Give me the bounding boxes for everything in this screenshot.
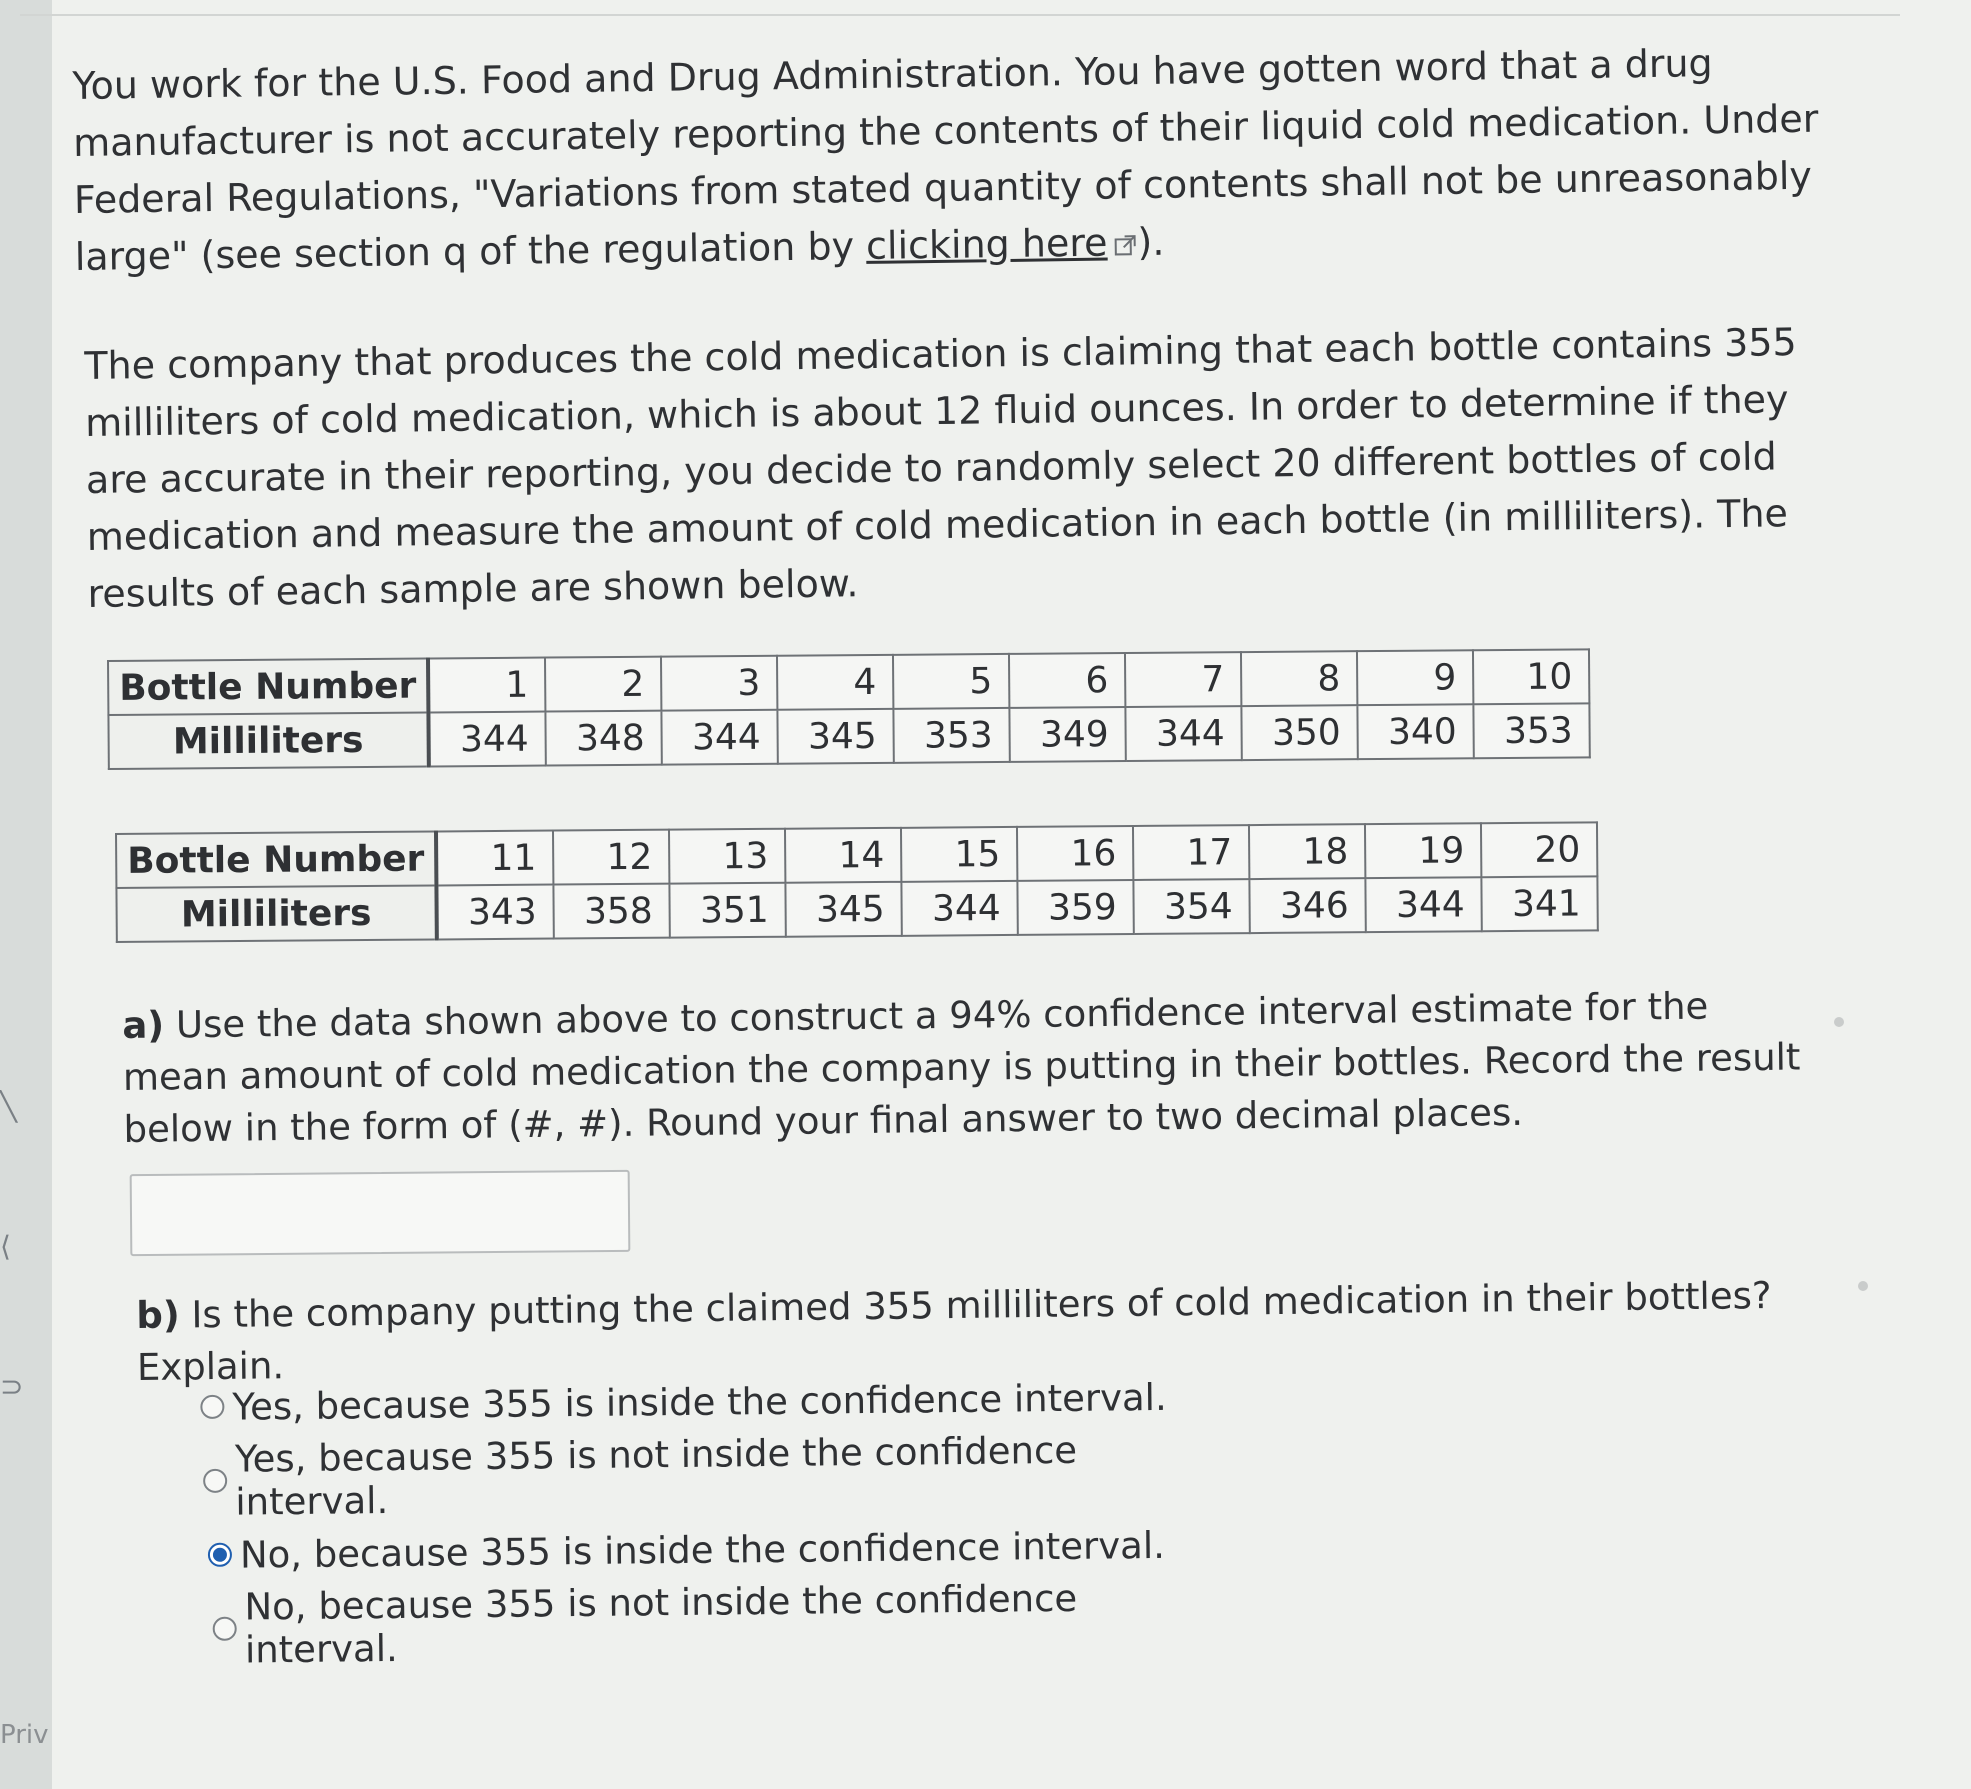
- sidebar-edge-icon-2[interactable]: ⟨: [0, 1230, 11, 1263]
- radio-button[interactable]: [200, 1395, 224, 1419]
- bottle-number-cell: 18: [1249, 824, 1365, 879]
- milliliters-cell: 345: [786, 882, 902, 937]
- milliliters-cell: 348: [546, 711, 662, 766]
- bottle-number-cell: 8: [1241, 651, 1357, 706]
- bottle-number-cell: 16: [1017, 826, 1133, 881]
- external-link-icon[interactable]: [1113, 233, 1137, 257]
- table-row-milliliters: [108, 703, 1589, 769]
- milliliters-cell: 359: [1017, 880, 1133, 935]
- row-label-milliliters: Milliliters: [116, 885, 437, 942]
- radio-button[interactable]: [203, 1469, 227, 1493]
- milliliters-cell: 354: [1133, 879, 1249, 934]
- intro-paragraph: [72, 33, 1835, 286]
- bottle-number-cell: 17: [1133, 825, 1249, 880]
- regulation-link[interactable]: [866, 221, 1108, 268]
- milliliters-cell: 353: [894, 708, 1010, 763]
- bottle-number-cell: 12: [553, 830, 669, 885]
- milliliters-cell: 344: [662, 710, 778, 765]
- milliliters-cell: 344: [902, 881, 1018, 936]
- milliliters-cell: 343: [437, 885, 554, 940]
- milliliters-cell: 344: [1125, 706, 1241, 761]
- decorative-dot: [1834, 1017, 1844, 1027]
- radio-button-selected[interactable]: [208, 1543, 232, 1567]
- bottle-number-cell: 20: [1481, 822, 1597, 877]
- privacy-link[interactable]: Priv: [0, 1720, 49, 1750]
- option-label: No, because 355 is inside the confidence interval.: [239, 1523, 1166, 1577]
- context-paragraph: The company that produces the cold medication is claiming that each bottle contains 355 milliliters of cold medication, which is about 12 fluid ounces. In order to determine if they are accurate in their reporting, you decide to randomly select 20 different bottles of cold medication and measure the amount of cold medication in each bottle (in milliliters). The results of each sample are shown below.: [84, 320, 1797, 616]
- confidence-interval-answer-input[interactable]: [130, 1170, 631, 1256]
- option-label: No, because 355 is not inside the confidence interval.: [244, 1576, 1078, 1672]
- bottle-number-cell: 2: [545, 657, 661, 712]
- option-label: Yes, because 355 is not inside the confidence interval.: [234, 1428, 1078, 1524]
- milliliters-cell: 351: [670, 883, 786, 938]
- bottle-number-cell: 13: [669, 829, 785, 884]
- bottle-number-cell: 19: [1365, 823, 1481, 878]
- bottle-table-1: [107, 648, 1591, 770]
- bottle-number-cell: 9: [1357, 650, 1473, 705]
- milliliters-cell: 340: [1357, 704, 1473, 759]
- row-label-bottle-number: Bottle Number: [108, 658, 429, 715]
- bottle-number-cell: 4: [777, 655, 893, 710]
- bottle-table-2: [115, 821, 1599, 943]
- intro-text-end: ).: [1137, 219, 1165, 265]
- row-label-milliliters: Milliliters: [108, 712, 429, 769]
- bottle-number-cell: 1: [428, 658, 545, 713]
- left-sidebar-strip: [0, 0, 54, 1789]
- milliliters-cell: 344: [1365, 877, 1481, 932]
- milliliters-cell: 341: [1481, 876, 1597, 931]
- decorative-dot: [1858, 1281, 1868, 1291]
- question-a-label: a): [122, 1003, 165, 1047]
- bottle-number-cell: 11: [436, 831, 553, 886]
- bottle-number-cell: 14: [785, 828, 901, 883]
- milliliters-cell: 353: [1473, 703, 1589, 758]
- radio-button[interactable]: [213, 1617, 237, 1641]
- sidebar-edge-icon-1[interactable]: ╲: [0, 1090, 17, 1123]
- option-yes-not-inside[interactable]: [203, 1428, 1202, 1524]
- question-b-options: [200, 1360, 1203, 1672]
- option-label: Yes, because 355 is inside the confidence interval.: [232, 1375, 1167, 1429]
- sidebar-edge-icon-3[interactable]: ⊃: [0, 1370, 24, 1403]
- bottle-number-cell: 6: [1009, 653, 1125, 708]
- top-divider: [20, 14, 1900, 16]
- question-a: [122, 979, 1824, 1156]
- bottle-number-cell: 15: [901, 827, 1017, 882]
- milliliters-cell: 345: [778, 709, 894, 764]
- intro-text: You work for the U.S. Food and Drug Administration. You have gotten word that a drug manufacturer is not accurately reporting the contents of their liquid cold medication. Under Federal Regulations, "Variations from stated quantity of contents shall not be unreasonably large" (see section q of the regulation by: [72, 41, 1819, 279]
- table-row-milliliters: [116, 876, 1597, 942]
- bottle-number-cell: 7: [1125, 652, 1241, 707]
- option-no-not-inside[interactable]: [212, 1576, 1203, 1672]
- bottle-number-cell: 5: [893, 654, 1009, 709]
- question-a-text: Use the data shown above to construct a 94% confidence interval estimate for the mean amount of cold medication the company is putting in their bottles. Record the result below in the form of (#, #). Round your final answer to two decimal places.: [122, 984, 1801, 1151]
- milliliters-cell: 344: [429, 712, 546, 767]
- regulation-link-text: clicking here: [865, 220, 1108, 268]
- bottle-number-cell: 10: [1473, 649, 1589, 704]
- question-b-text: Is the company putting the claimed 355 milliliters of cold medication in their bottles? Explain.: [136, 1274, 1772, 1389]
- bottle-number-cell: 3: [661, 656, 777, 711]
- milliliters-cell: 346: [1249, 878, 1365, 933]
- row-label-bottle-number: Bottle Number: [116, 831, 437, 888]
- milliliters-cell: 358: [554, 884, 670, 939]
- milliliters-cell: 350: [1241, 705, 1357, 760]
- question-b-label: b): [136, 1293, 180, 1337]
- milliliters-cell: 349: [1009, 707, 1125, 762]
